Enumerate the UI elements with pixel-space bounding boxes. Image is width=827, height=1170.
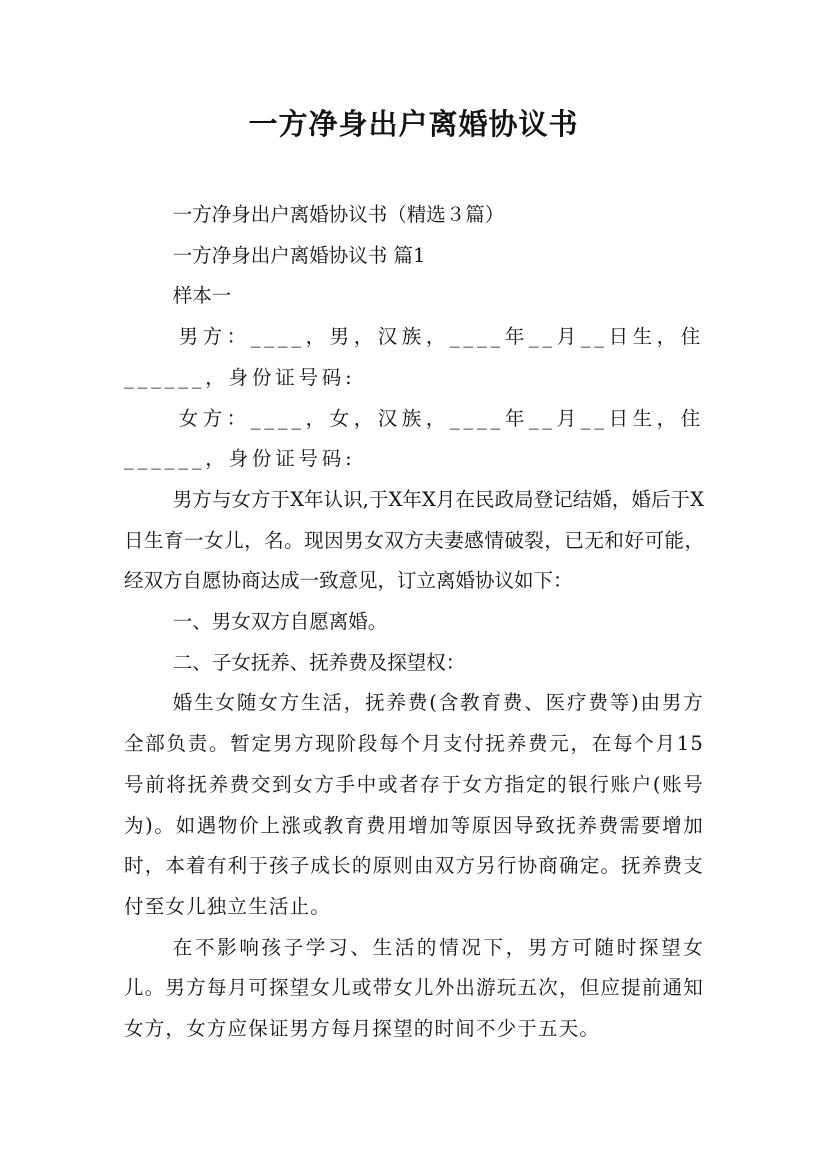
paragraph-husband-info: 男方：____，男，汉族，____年__月__日生，住______，身份证号码: [124,325,704,389]
paragraph-clause-1: 一、男女双方自愿离婚。 [172,610,388,634]
document-title: 一方净身出户离婚协议书 [248,107,579,141]
paragraph-subtitle: 一方净身出户离婚协议书（精选３篇） [172,203,505,226]
paragraph-sample-label: 样本一 [172,284,232,308]
paragraph-visitation: 在不影响孩子学习、生活的情况下，男方可随时探望女儿。男方每月可探望女儿或带女儿外出游玩五次，但应提前通知女方，女方应保证男方每月探望的时间不少于五天。 [124,935,704,1041]
paragraph-clause-2: 二、子女抚养、抚养费及探望权： [172,650,466,674]
paragraph-child-support: 婚生女随女方生活，抚养费(含教育费、医疗费等)由男方全部负责。暂定男方现阶段每个月支付抚养费元，在每个月15号前将抚养费交到女方手中或者存于女方指定的银行账户(账号为)。如遇物价上涨或教育费用增加等原因导致抚养费需要增加时，本着有利于孩子成长的原则由双方另行协商确定。抚养费支付至女儿独立生活止。 [124,691,704,918]
paragraph-marriage-background: 男方与女方于X年认识,于X年X月在民政局登记结婚，婚后于X日生育一女儿，名。现因男女双方夫妻感情破裂，已无和好可能，经双方自愿协商达成一致意见，订立离婚协议如下： [124,487,704,593]
paragraph-section-heading: 一方净身出户离婚协议书 篇1 [172,243,426,267]
paragraph-wife-info: 女方：____，女，汉族，____年__月__日生，住______，身份证号码: [124,406,704,471]
document-body [124,195,704,1050]
